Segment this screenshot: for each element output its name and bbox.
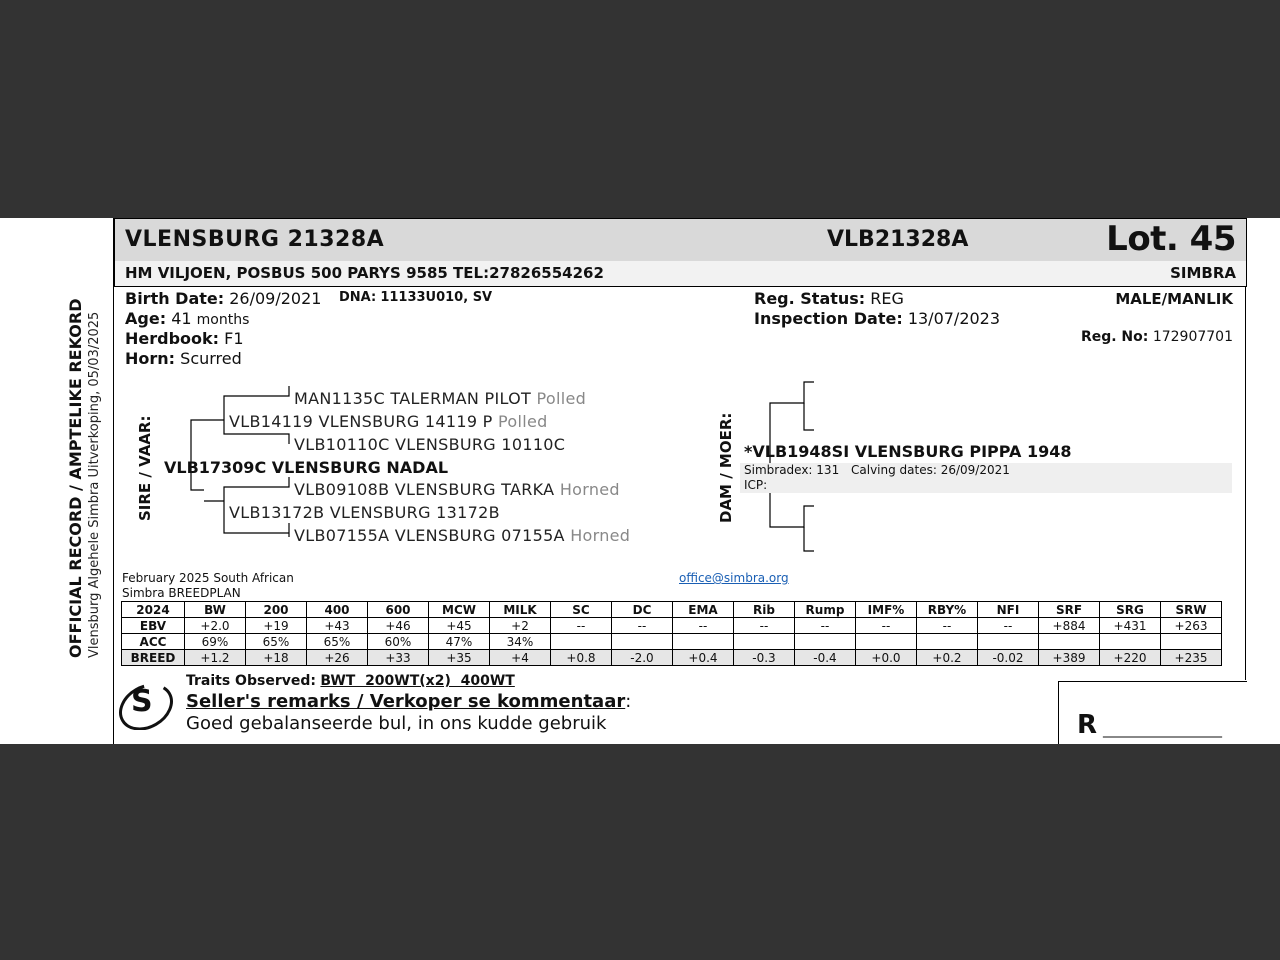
header-cell: Rump	[795, 602, 856, 618]
sire-side-label: SIRE / VAAR:	[136, 415, 154, 521]
ss-horn-note: Polled	[498, 412, 548, 431]
table-cell: -0.3	[734, 650, 795, 666]
table-cell: -0.4	[795, 650, 856, 666]
reg-status-label: Reg. Status:	[754, 289, 866, 308]
table-cell: +1.2	[185, 650, 246, 666]
official-record-title: OFFICIAL RECORD / AMPTELIKE REKORD	[66, 298, 85, 658]
tree-line	[191, 420, 224, 455]
dam-name: *VLB1948SI VLENSBURG PIPPA 1948	[744, 442, 1072, 461]
sds-name: VLB09108B VLENSBURG TARKA	[294, 480, 555, 499]
table-cell: +18	[246, 650, 307, 666]
table-cell: +0.0	[856, 650, 917, 666]
header-cell: SC	[551, 602, 612, 618]
reg-status-value: REG	[870, 289, 904, 308]
table-cell: +35	[429, 650, 490, 666]
birth-date-label: Birth Date:	[125, 289, 225, 308]
simbra-email-link[interactable]: office@simbra.org	[679, 571, 789, 585]
animal-code: VLB21328A	[827, 227, 969, 252]
table-cell: --	[917, 618, 978, 634]
sire-dam-dam	[294, 526, 630, 545]
header-cell: SRW	[1161, 602, 1222, 618]
table-cell: 60%	[368, 634, 429, 650]
ebv-row	[122, 618, 1222, 634]
table-cell: --	[978, 618, 1039, 634]
catalogue-page	[0, 218, 1280, 744]
header-cell: Rib	[734, 602, 795, 618]
table-cell: 69%	[185, 634, 246, 650]
animal-name: VLENSBURG 21328A	[125, 227, 385, 252]
ebv-table	[121, 601, 1222, 666]
breedplan-line-2: Simbra BREEDPLAN	[122, 586, 241, 600]
herdbook-label: Herdbook:	[125, 329, 220, 348]
table-cell	[612, 634, 673, 650]
header-cell: 400	[307, 602, 368, 618]
remarks-colon: :	[625, 691, 632, 712]
table-cell: 65%	[246, 634, 307, 650]
table-cell: +26	[307, 650, 368, 666]
table-cell: --	[856, 618, 917, 634]
traits-value: BWT 200WT(x2) 400WT	[320, 673, 515, 689]
header-cell: IMF%	[856, 602, 917, 618]
header-cell: EMA	[673, 602, 734, 618]
reg-no-row	[1081, 329, 1233, 345]
lot-number: Lot. 45	[1106, 219, 1236, 259]
header-cell: 2024	[122, 602, 185, 618]
table-cell: EBV	[122, 618, 185, 634]
horn-label: Horn:	[125, 349, 176, 368]
reg-no-value: 172907701	[1152, 329, 1233, 345]
remarks-label: Seller's remarks / Verkoper se kommentaar	[186, 691, 626, 712]
sire-sire-sire	[294, 389, 586, 408]
table-cell: BREED	[122, 650, 185, 666]
table-cell: 34%	[490, 634, 551, 650]
sex-label: MALE/MANLIK	[1115, 290, 1233, 308]
table-cell: +0.2	[917, 650, 978, 666]
header-cell: RBY%	[917, 602, 978, 618]
table-cell	[551, 634, 612, 650]
table-cell	[1039, 634, 1100, 650]
birth-date-value: 26/09/2021	[229, 289, 322, 308]
tree-line	[804, 403, 814, 430]
table-cell: -0.02	[978, 650, 1039, 666]
sss-name: MAN1135C TALERMAN PILOT	[294, 389, 532, 408]
side-record-label	[66, 299, 103, 659]
table-cell: +431	[1100, 618, 1161, 634]
header-cell: NFI	[978, 602, 1039, 618]
age-value: 41	[171, 309, 192, 328]
table-cell	[978, 634, 1039, 650]
tree-line	[224, 477, 289, 501]
price-line: _________________	[1103, 722, 1222, 738]
dam-calving: Calving dates: 26/09/2021	[851, 463, 1010, 477]
dam-simbradex: Simbradex: 131	[744, 463, 840, 477]
price-box	[1058, 681, 1247, 744]
inspection-value: 13/07/2023	[907, 309, 1001, 328]
sdd-name: VLB07155A VLENSBURG 07155A	[294, 526, 565, 545]
owner-row	[114, 261, 1247, 287]
sire-dam: VLB13172B VLENSBURG 13172B	[229, 503, 500, 522]
table-cell	[673, 634, 734, 650]
breed-row	[122, 650, 1222, 666]
dna-value: 11133U010, SV	[380, 290, 493, 305]
table-cell: +33	[368, 650, 429, 666]
sds-horn-note: Horned	[559, 480, 620, 499]
header-cell: DC	[612, 602, 673, 618]
table-cell: +884	[1039, 618, 1100, 634]
table-cell	[1161, 634, 1222, 650]
table-cell: +220	[1100, 650, 1161, 666]
table-cell: --	[673, 618, 734, 634]
sire-sire	[229, 412, 548, 431]
sire-dam-sire	[294, 480, 620, 499]
sss-horn-note: Polled	[536, 389, 587, 408]
table-cell	[917, 634, 978, 650]
traits-row	[186, 673, 515, 689]
horn-value: Scurred	[180, 349, 242, 368]
header-cell: BW	[185, 602, 246, 618]
dna-label: DNA:	[339, 290, 377, 305]
logo-letter: S	[131, 684, 153, 719]
table-cell	[856, 634, 917, 650]
table-cell: +19	[246, 618, 307, 634]
age-label: Age:	[125, 309, 167, 328]
owner-info: HM VILJOEN, POSBUS 500 PARYS 9585 TEL:27826554262	[125, 264, 604, 282]
table-cell: +0.4	[673, 650, 734, 666]
table-cell: --	[795, 618, 856, 634]
table-cell	[1100, 634, 1161, 650]
table-cell: +235	[1161, 650, 1222, 666]
table-cell: +4	[490, 650, 551, 666]
sire-sire-dam: VLB10110C VLENSBURG 10110C	[294, 435, 566, 454]
table-cell: 47%	[429, 634, 490, 650]
age-unit: months	[196, 312, 250, 328]
header-cell: 600	[368, 602, 429, 618]
herdbook-value: F1	[224, 329, 244, 348]
remarks-heading	[186, 691, 631, 712]
table-cell	[795, 634, 856, 650]
table-cell: ACC	[122, 634, 185, 650]
simbra-logo	[116, 684, 172, 726]
reg-no-label: Reg. No:	[1080, 329, 1149, 345]
breed-label: SIMBRA	[1170, 264, 1236, 282]
table-cell: +46	[368, 618, 429, 634]
table-cell: +43	[307, 618, 368, 634]
table-cell: 65%	[307, 634, 368, 650]
tree-line	[804, 527, 814, 551]
remarks-text: Goed gebalanseerde bul, in ons kudde gebruik	[186, 713, 607, 734]
table-cell: +2.0	[185, 618, 246, 634]
price-r-label: R	[1077, 710, 1098, 740]
table-cell	[734, 634, 795, 650]
lot-header	[114, 218, 1247, 262]
dam-icp: ICP:	[744, 478, 768, 492]
table-cell: +0.8	[551, 650, 612, 666]
inspection-label: Inspection Date:	[754, 309, 903, 328]
sire-name: VLB17309C VLENSBURG NADAL	[164, 458, 449, 477]
header-cell: SRF	[1039, 602, 1100, 618]
table-cell: --	[551, 618, 612, 634]
sale-subtitle: Vlensburg Algehele Simbra Uitverkoping, 05/03/2025	[87, 311, 102, 658]
table-cell: +389	[1039, 650, 1100, 666]
breedplan-line-1: February 2025 South African	[122, 571, 294, 585]
table-cell: -2.0	[612, 650, 673, 666]
table-cell: +263	[1161, 618, 1222, 634]
header-cell: 200	[246, 602, 307, 618]
ebv-header-row	[122, 602, 1222, 618]
sdd-horn-note: Horned	[570, 526, 631, 545]
table-cell: --	[612, 618, 673, 634]
table-cell: +45	[429, 618, 490, 634]
table-cell: +2	[490, 618, 551, 634]
acc-row	[122, 634, 1222, 650]
ss-name: VLB14119 VLENSBURG 14119 P	[229, 412, 493, 431]
table-cell: --	[734, 618, 795, 634]
header-cell: SRG	[1100, 602, 1161, 618]
header-cell: MCW	[429, 602, 490, 618]
header-cell: MILK	[490, 602, 551, 618]
dam-side-label: DAM / MOER:	[717, 412, 735, 523]
traits-label: Traits Observed:	[186, 673, 316, 689]
